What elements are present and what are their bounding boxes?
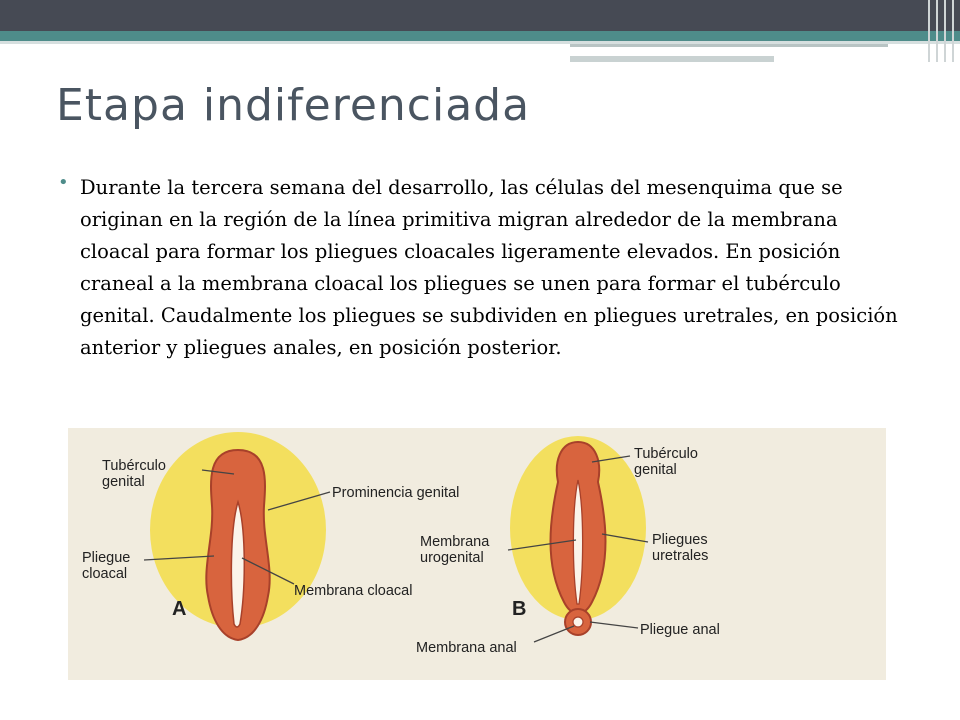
label-tuberculo-genital-b: Tubérculo genital [634,446,698,478]
panel-b-anal-membrane [573,617,583,627]
label-membrana-urogenital: Membrana urogenital [420,534,490,566]
header-accent-line [570,44,888,47]
header-bar [0,0,960,31]
bullet-text: Durante la tercera semana del desarrollo, las células del mesenquima que se originan en la región de la línea primitiva migran alrededor de la membrana cloacal para formar los pliegues cloacales ligeramente elevados. En posición craneal a la membrana cloacal los pliegues se unen para formar el tubérculo genital. Caudalmente los pliegues se subdividen en pliegues uretrales, en posición anterior y pliegues anales, en posición posterior. [80,176,898,359]
embryology-figure [68,428,886,680]
panel-b-letter: B [512,598,527,620]
label-pliegue-cloacal: Pliegue cloacal [82,550,131,582]
panel-a-letter: A [172,598,187,620]
slide-title: Etapa indiferenciada [56,80,531,131]
bullet-item [58,172,908,364]
label-pliegues-uretrales: Pliegues uretrales [652,532,709,564]
panel-b-urogenital-membrane [573,480,582,604]
label-membrana-cloacal: Membrana cloacal [294,583,413,599]
label-tuberculo-genital-a: Tubérculo genital [102,458,166,490]
header-vertical-lines [920,0,960,62]
label-pliegue-anal: Pliegue anal [640,622,720,638]
header-accent-band [0,31,960,41]
label-prominencia-genital: Prominencia genital [332,485,460,501]
label-membrana-anal: Membrana anal [416,640,517,656]
header-accent-block [570,56,774,62]
bullet-marker: • [58,172,69,193]
